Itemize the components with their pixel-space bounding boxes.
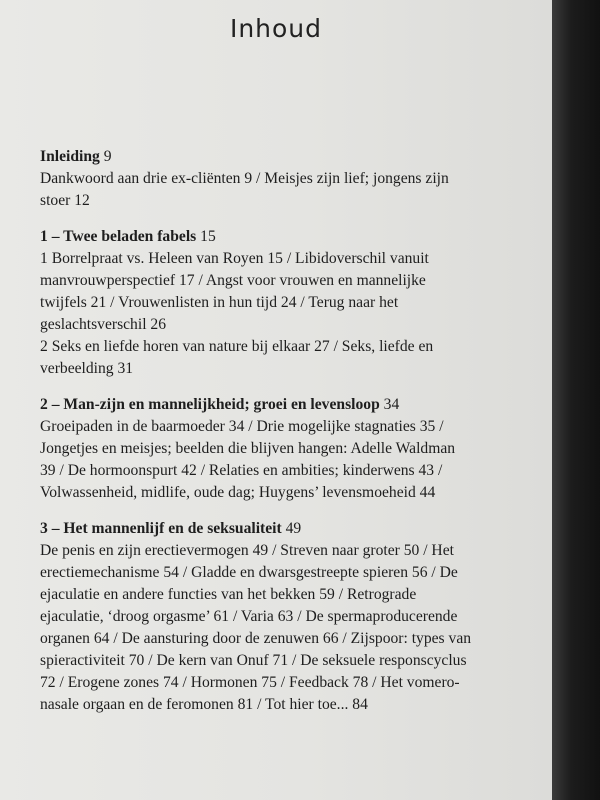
toc-section-1	[40, 226, 472, 380]
section-entry: De penis en zijn erectievermogen 49 / Streven naar groter 50 / Het erectiemechanisme 54 / Gladde en dwarsgestreepte spieren 56 / De ejaculatie en andere functies van het bekken 59 / Retrograde ejaculatie, ‘droog orgasme’ 61 / Varia 63 / De spermaproducerende organen 64 / De aansturing door de zenuwen 66 / Zijspoor: types van spieractiviteit 70 / De kern van Onuf 71 / De seksuele responscyclus 72 / Erogene zones 74 / Hormonen 75 / Feedback 78 / Het vomero-nasale orgaan en de feromonen 81 / Tot hier toe... 84	[40, 542, 472, 713]
section-entry: Groeipaden in de baarmoeder 34 / Drie mogelijke stagnaties 35 / Jongetjes en meisjes; beelden die blijven hangen: Adelle Waldman 39 / De hormoonspurt 42 / Relaties en ambities; kinderwens 43 / Volwassenheid, midlife, oude dag; Huygens’ levensmoeheid 44	[40, 418, 456, 501]
section-entry: 2 Seks en liefde horen van nature bij elkaar 27 / Seks, liefde en verbeelding 31	[40, 338, 434, 377]
section-entry: Dankwoord aan drie ex-cliënten 9 / Meisjes zijn lief; jongens zijn stoer 12	[40, 170, 449, 209]
section-page-number: 34	[383, 396, 400, 413]
section-heading-text: 3 – Het mannenlijf en de seksualiteit	[40, 520, 282, 537]
book-binding-shadow	[552, 0, 600, 800]
section-heading	[40, 146, 472, 168]
section-heading	[40, 518, 472, 540]
page-title: Inhoud	[229, 14, 323, 43]
toc-section-inleiding	[40, 146, 472, 212]
section-heading	[40, 226, 472, 248]
toc-section-2	[40, 394, 472, 504]
section-entry: 1 Borrelpraat vs. Heleen van Royen 15 / Libidoverschil vanuit manvrouwperspectief 17 / Angst voor vrouwen en mannelijke twijfels 21 / Vrouwenlisten in hun tijd 24 / Terug naar het geslachtsverschil 26	[40, 250, 429, 333]
section-heading-text: 1 – Twee beladen fabels	[40, 228, 197, 245]
section-heading-text: 2 – Man-zijn en mannelijkheid; groei en levensloop	[40, 396, 380, 413]
table-of-contents	[40, 138, 472, 730]
section-heading-text: Inleiding	[40, 148, 100, 165]
section-page-number: 9	[103, 148, 112, 165]
toc-section-3	[40, 518, 472, 716]
section-page-number: 49	[285, 520, 302, 537]
section-heading	[40, 394, 472, 416]
section-page-number: 15	[200, 228, 216, 245]
